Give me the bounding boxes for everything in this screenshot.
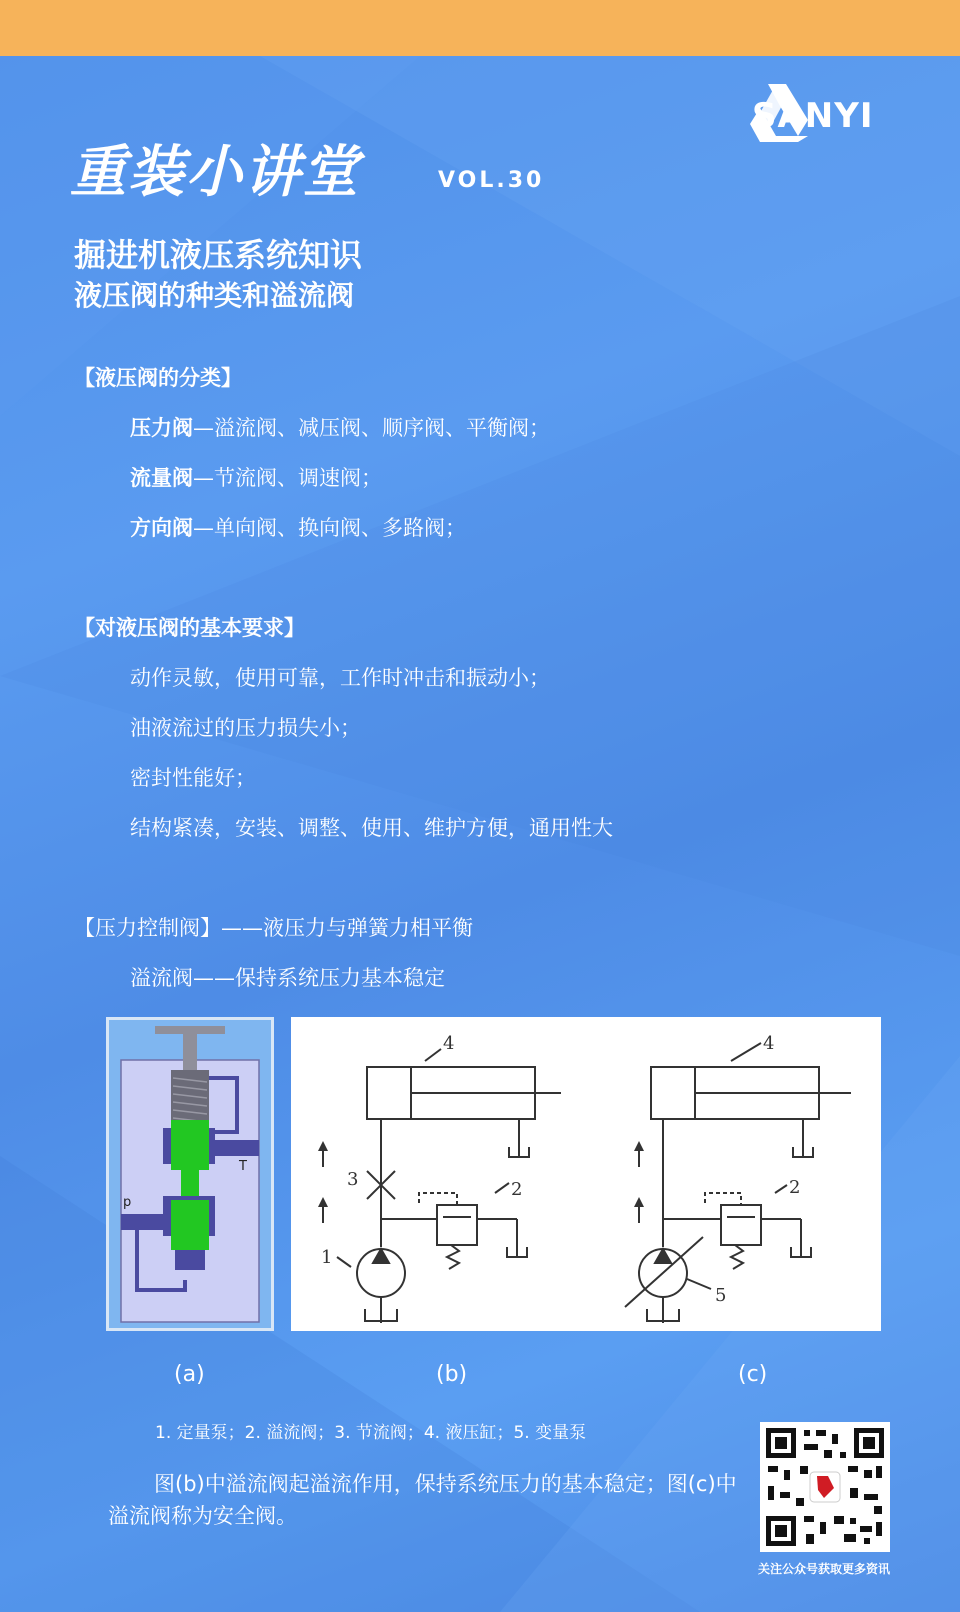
valve-diagram-icon xyxy=(109,1020,271,1328)
brand-name: SANYI xyxy=(752,96,874,136)
figure-a-valve-section xyxy=(106,1017,274,1331)
item-term: 压力阀 xyxy=(130,416,193,440)
subtitle-line2: 液压阀的种类和溢流阀 xyxy=(74,279,355,312)
label-c-4: 4 xyxy=(763,1033,775,1054)
explanation-paragraph: 图(b)中溢流阀起溢流作用，保持系统压力的基本稳定；图(c)中溢流阀称为安全阀。 xyxy=(108,1472,737,1528)
list-item xyxy=(130,412,550,442)
label-b-1: 1 xyxy=(321,1247,333,1268)
section3-heading: 【压力控制阀】——液压力与弹簧力相平衡 xyxy=(74,916,473,940)
label-b-2: 2 xyxy=(511,1179,523,1200)
list-item xyxy=(130,462,382,492)
label-c-2: 2 xyxy=(789,1177,801,1198)
figure-legend: 1. 定量泵；2. 溢流阀；3. 节流阀；4. 液压缸；5. 变量泵 xyxy=(155,1423,587,1443)
label-b-4: 4 xyxy=(443,1033,455,1054)
port-t-label: T xyxy=(239,1159,247,1174)
list-item: 密封性能好； xyxy=(130,766,256,790)
figure-bc-schematics xyxy=(291,1017,881,1331)
list-item: 溢流阀——保持系统压力基本稳定 xyxy=(130,966,445,990)
list-item xyxy=(130,512,466,542)
list-item: 动作灵敏，使用可靠，工作时冲击和振动小； xyxy=(130,666,550,690)
item-text: —单向阀、换向阀、多路阀； xyxy=(193,516,466,540)
section1-heading: 【液压阀的分类】 xyxy=(74,366,242,390)
caption-a: (a) xyxy=(174,1362,205,1387)
section2-heading: 【对液压阀的基本要求】 xyxy=(74,616,305,640)
item-term: 流量阀 xyxy=(130,466,193,490)
item-term: 方向阀 xyxy=(130,516,193,540)
schematic-diagram-icon xyxy=(291,1017,881,1331)
label-c-5: 5 xyxy=(715,1285,727,1306)
port-p-label: p xyxy=(123,1195,132,1210)
list-item: 结构紧凑，安装、调整、使用、维护方便，通用性大 xyxy=(130,816,613,840)
series-title: 重装小讲堂 xyxy=(70,140,360,205)
qr-caption: 关注公众号获取更多资讯 xyxy=(758,1562,891,1576)
qr-code-icon[interactable] xyxy=(760,1422,890,1552)
caption-b: (b) xyxy=(436,1362,468,1387)
caption-c: (c) xyxy=(738,1362,768,1387)
top-stripe xyxy=(0,0,960,56)
volume-number: VOL.30 xyxy=(438,168,545,193)
item-text: —节流阀、调速阀； xyxy=(193,466,382,490)
label-b-3: 3 xyxy=(347,1169,359,1190)
item-text: —溢流阀、减压阀、顺序阀、平衡阀； xyxy=(193,416,550,440)
subtitle-line1: 掘进机液压系统知识 xyxy=(74,236,363,274)
list-item: 油液流过的压力损失小； xyxy=(130,716,361,740)
